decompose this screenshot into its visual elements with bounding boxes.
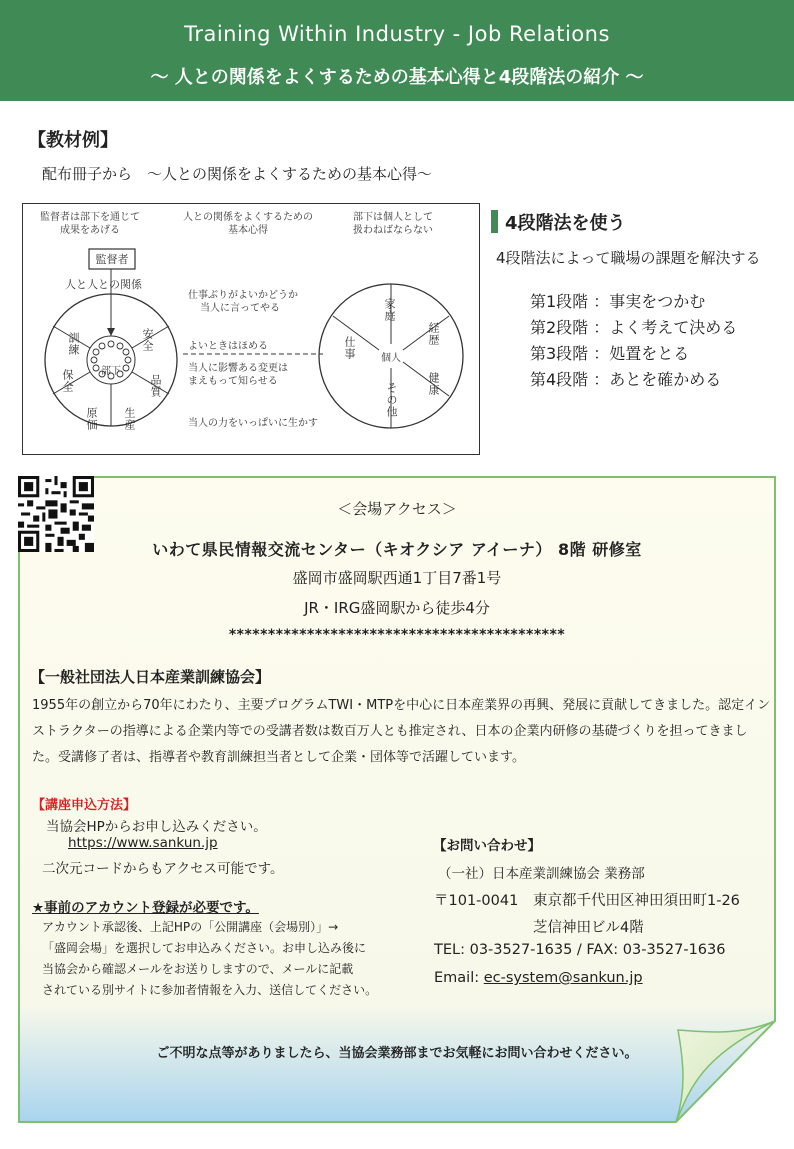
separator: *******************************************	[228, 627, 566, 643]
page-title: Training Within Industry - Job Relations	[184, 22, 610, 46]
contact-address-line2: 芝信神田ビル4階	[533, 920, 644, 936]
contact-phone-fax: TEL: 03-3527-1635 / FAX: 03-3527-1636	[434, 942, 726, 958]
method-description: 4段階法によって職場の課題を解決する	[496, 249, 761, 267]
website-link[interactable]: https://www.sankun.jp	[68, 835, 218, 851]
career-label: 経歴	[427, 322, 440, 346]
supervisor-label: 監督者	[95, 253, 129, 266]
diagram-top-center: 人との関係をよくするための 基本心得	[183, 212, 313, 236]
step-2: 第2段階 ：よく考えて決める	[530, 318, 738, 337]
diagram-top-right: 部下は個人として 扱わねばならない	[353, 212, 433, 236]
email-link[interactable]: ec-system@sankun.jp	[483, 970, 643, 986]
contact-postal-code: 〒101-0041	[434, 893, 519, 909]
step-4: 第4段階 ：あとを確かめる	[530, 370, 722, 389]
relations-diagram	[22, 203, 480, 455]
other-label: その他	[385, 382, 398, 418]
header-banner	[0, 0, 794, 101]
association-body: 1955年の創立から70年にわたり、主要プログラムTWI・MTPを中心に日本産業界の再興、発展に貢献してきました。認定インストラクターの指導による企業内等での受講者数は数百万人とも推定され、日本の企業内研修の基礎づくりを担ってきました。受講修了者は、指導者や教育訓練担当者として企業・団体等で活躍しています。	[32, 698, 771, 765]
contact-organization: （一社）日本産業訓練協会 業務部	[438, 866, 645, 882]
info-card	[18, 476, 776, 1124]
maintenance-label: 保全	[61, 369, 74, 393]
training-label: 訓練	[67, 332, 80, 356]
tip-3: 当人に影響ある変更は まえもって知らせる	[188, 363, 288, 387]
health-label: 健康	[427, 372, 440, 396]
apply-instruction: 当協会HPからお申し込みください。	[46, 819, 267, 835]
production-label: 生産	[123, 407, 136, 431]
cost-label: 原価	[85, 407, 98, 431]
apply-heading: 【講座申込方法】	[32, 798, 137, 813]
family-label: 家庭	[383, 298, 396, 322]
safety-label: 安全	[141, 328, 154, 352]
quality-label: 品質	[149, 374, 162, 398]
association-heading: 【一般社団法人日本産業訓練協会】	[30, 668, 271, 686]
step-1: 第1段階 ：事実をつかむ	[530, 292, 706, 311]
individual-label: 個人	[381, 353, 401, 364]
tip-4: 当人の力をいっぱいに生かす	[188, 418, 318, 429]
page-subtitle: ～ 人との関係をよくするための基本心得と4段階法の紹介 ～	[150, 67, 644, 88]
subordinate-label: 部下	[101, 366, 121, 377]
contact-email: Email: ec-system@sankun.jp	[434, 970, 643, 986]
venue-name: いわて県民情報交流センター（キオクシア アイーナ） 8階 研修室	[152, 540, 642, 559]
contact-heading: 【お問い合わせ】	[433, 838, 541, 854]
heading-accent-bar	[491, 210, 498, 233]
contact-address-line1: 東京都千代田区神田須田町1-26	[533, 893, 740, 909]
example-heading: 【教材例】	[28, 130, 118, 151]
venue-station: JR・IRG盛岡駅から徒歩4分	[304, 599, 490, 617]
method-steps	[530, 289, 737, 393]
diagram-top-left: 監督者は部下を通じて 成果をあげる	[40, 212, 140, 236]
venue-address: 盛岡市盛岡駅西通1丁目7番1号	[292, 569, 502, 587]
tip-2: よいときはほめる	[188, 341, 268, 352]
qr-code-icon[interactable]	[18, 476, 94, 552]
account-instructions: アカウント承認後、上記HPの「公開講座（会場別）」→ 「盛岡会場」を選択してお申込みください。お申し込み後に 当協会から確認メールをお送りしますので、メールに記載 されている別サイトに参加者情報を入力、送信してください。	[42, 920, 378, 997]
work-label: 仕事	[343, 336, 356, 360]
qr-instruction: 二次元コードからもアクセス可能です。	[42, 861, 284, 877]
step-3: 第3段階 ：処置をとる	[530, 344, 690, 363]
access-heading: ＜会場アクセス＞	[337, 500, 457, 518]
footer-note: ご不明な点等がありましたら、当協会業務部までお気軽にお問い合わせください。	[156, 1046, 638, 1061]
example-caption: 配布冊子から ～人との関係をよくするための基本心得～	[42, 165, 433, 183]
relation-label: 人と人との関係	[65, 278, 142, 291]
account-heading: ★事前のアカウント登録が必要です。	[32, 900, 259, 916]
tip-1: 仕事ぶりがよいかどうか 当人に言ってやる	[188, 290, 298, 314]
